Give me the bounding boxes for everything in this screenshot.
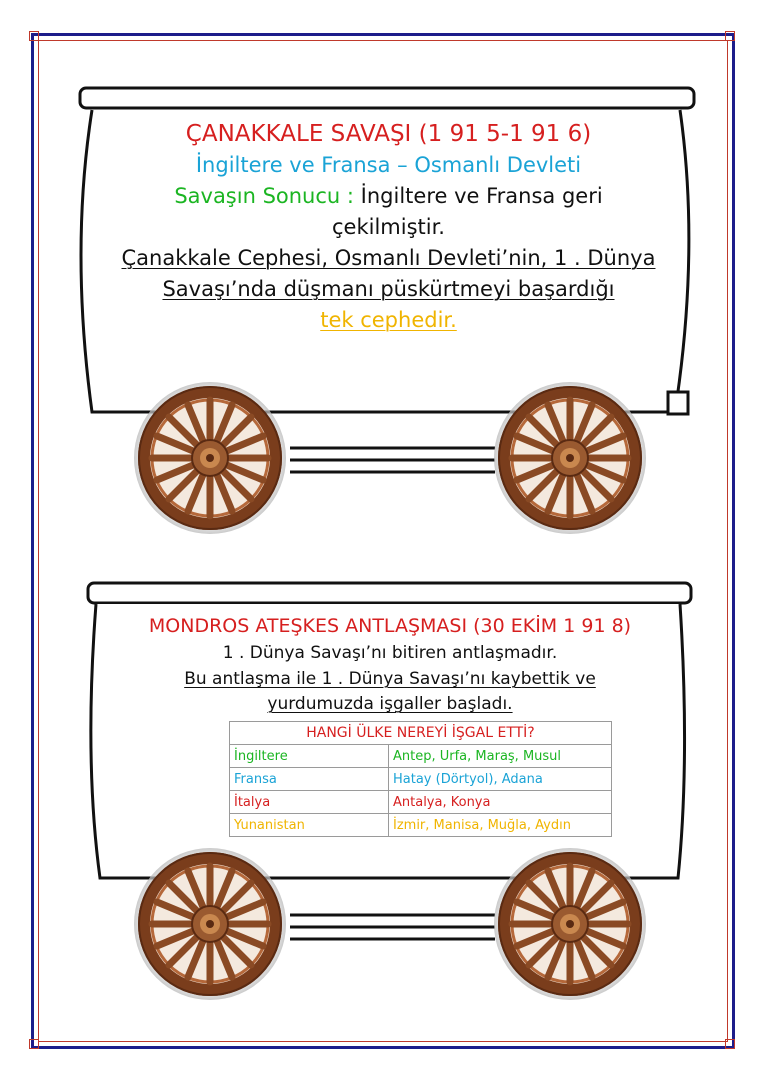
- table-row: [230, 745, 612, 768]
- result-text-line2: çekilmiştir.: [332, 215, 445, 239]
- wheel-left-2: [134, 848, 286, 1000]
- occupation-table: [229, 721, 612, 837]
- canakkale-title: ÇANAKKALE SAVAŞI (1 91 5-1 91 6): [185, 121, 592, 147]
- places-cell: Hatay (Dörtyol), Adana: [389, 768, 612, 791]
- note-line1: Çanakkale Cephesi, Osmanlı Devleti’nin, 1 . Dünya: [121, 246, 656, 270]
- wheel-left-1: [134, 382, 286, 534]
- mondros-title: MONDROS ATEŞKES ANTLAŞMASI (30 EKİM 1 91 8): [148, 615, 632, 637]
- table-row: [230, 768, 612, 791]
- country-cell: İtalya: [230, 791, 389, 814]
- country-cell: İngiltere: [230, 745, 389, 768]
- country-cell: Fransa: [230, 768, 389, 791]
- places-cell: Antalya, Konya: [389, 791, 612, 814]
- canakkale-result: [96, 181, 681, 212]
- table-row: [230, 814, 612, 837]
- places-cell: İzmir, Manisa, Muğla, Aydın: [389, 814, 612, 837]
- result-text-line1: İngiltere ve Fransa geri: [360, 184, 603, 208]
- note-line2: Savaşı’nda düşmanı püskürtmeyi başardığı: [162, 277, 615, 301]
- result-label: Savaşın Sonucu :: [174, 184, 354, 208]
- table-header-row: [230, 722, 612, 745]
- table-row: [230, 791, 612, 814]
- country-cell: Yunanistan: [230, 814, 389, 837]
- wheel-right-2: [494, 848, 646, 1000]
- wheel-right-1: [494, 382, 646, 534]
- mondros-section: [100, 612, 680, 716]
- mondros-line3: yurdumuzda işgaller başladı.: [267, 694, 513, 714]
- places-cell: Antep, Urfa, Maraş, Musul: [389, 745, 612, 768]
- canakkale-section: [96, 118, 681, 336]
- mondros-line2: Bu antlaşma ile 1 . Dünya Savaşı’nı kaybettik ve: [184, 669, 596, 689]
- note-highlight: tek cephedir.: [320, 308, 457, 332]
- canakkale-sides: İngiltere ve Fransa – Osmanlı Devleti: [195, 153, 582, 177]
- table-header: HANGİ ÜLKE NEREYİ İŞGAL ETTİ?: [230, 722, 612, 745]
- mondros-line1: 1 . Dünya Savaşı’nı bitiren antlaşmadır.: [222, 643, 558, 663]
